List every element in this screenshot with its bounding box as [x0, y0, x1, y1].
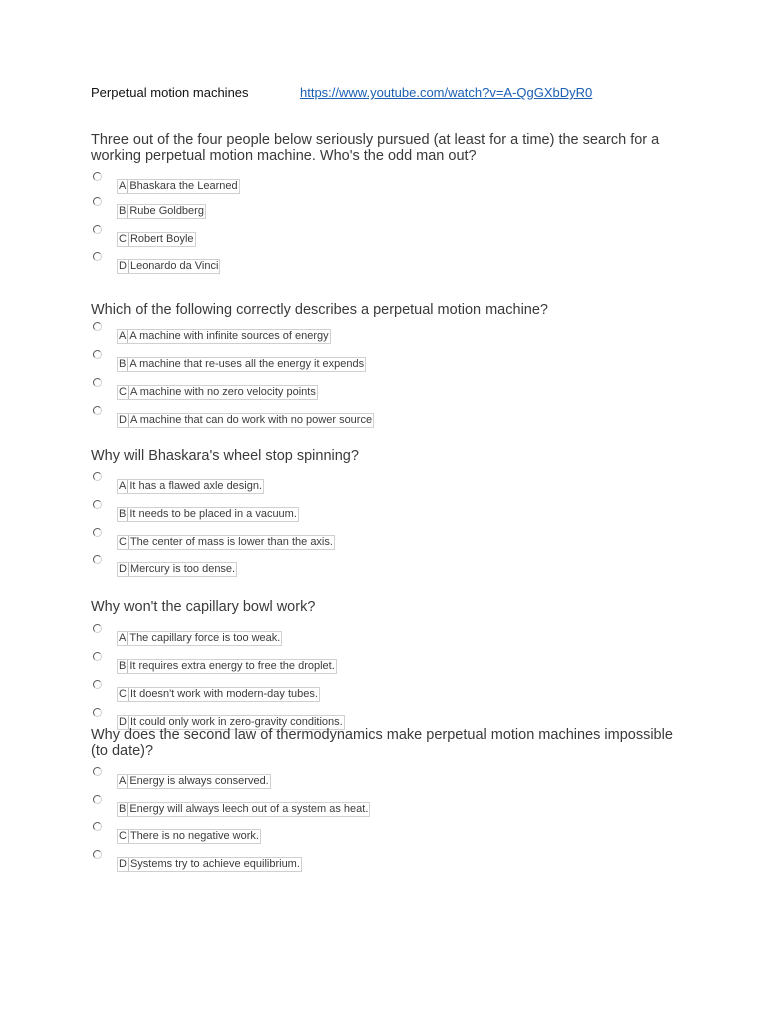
- option-label: [117, 413, 374, 428]
- option-label: [117, 204, 206, 219]
- option-label: [117, 829, 261, 844]
- question-1-option-b[interactable]: [91, 197, 591, 217]
- radio-button[interactable]: [93, 795, 102, 804]
- option-letter: B: [119, 660, 127, 672]
- option-text: Energy is always conserved.: [129, 775, 269, 787]
- question-2: [91, 302, 691, 426]
- radio-button[interactable]: [93, 708, 102, 717]
- option-letter: B: [119, 803, 127, 815]
- question-3: [91, 448, 691, 575]
- option-letter: A: [119, 330, 127, 342]
- option-letter: C: [119, 233, 127, 245]
- question-5-option-b[interactable]: [91, 795, 591, 815]
- option-letter: D: [119, 858, 127, 870]
- option-text: There is no negative work.: [129, 830, 259, 842]
- option-letter: C: [119, 688, 127, 700]
- document-title: Perpetual motion machines: [91, 85, 249, 100]
- question-5-text: Why does the second law of thermodynamics make perpetual motion machines impossible (to date)?: [91, 727, 673, 759]
- question-1-option-c[interactable]: [91, 225, 591, 245]
- radio-button[interactable]: [93, 822, 102, 831]
- option-label: [117, 802, 370, 817]
- option-text: Robert Boyle: [129, 233, 194, 245]
- question-2-text: Which of the following correctly describes a perpetual motion machine?: [91, 302, 548, 318]
- question-1-option-d[interactable]: [91, 252, 591, 272]
- question-2-option-c[interactable]: [91, 378, 591, 398]
- option-text: A machine with no zero velocity points: [129, 386, 316, 398]
- radio-button[interactable]: [93, 767, 102, 776]
- question-4-text: Why won't the capillary bowl work?: [91, 599, 316, 615]
- radio-button[interactable]: [93, 500, 102, 509]
- option-letter: D: [119, 260, 127, 272]
- option-text: Systems try to achieve equilibrium.: [129, 858, 300, 870]
- option-letter: B: [119, 508, 127, 520]
- option-label: [117, 857, 302, 872]
- option-letter: A: [119, 480, 127, 492]
- option-text: A machine that re-uses all the energy it expends: [129, 358, 365, 370]
- radio-button[interactable]: [93, 528, 102, 537]
- radio-button[interactable]: [93, 406, 102, 415]
- option-letter: D: [119, 716, 127, 728]
- question-2-option-b[interactable]: [91, 350, 591, 370]
- question-4: [91, 599, 691, 728]
- option-letter: A: [119, 632, 127, 644]
- option-label: [117, 385, 318, 400]
- option-text: It has a flawed axle design.: [129, 480, 263, 492]
- option-label: [117, 479, 264, 494]
- option-text: A machine that can do work with no power source: [129, 414, 373, 426]
- option-letter: C: [119, 830, 127, 842]
- option-label: [117, 259, 220, 274]
- option-text: Rube Goldberg: [129, 205, 204, 217]
- option-text: The center of mass is lower than the axis.: [129, 536, 333, 548]
- option-text: The capillary force is too weak.: [129, 632, 281, 644]
- option-label: [117, 687, 320, 702]
- option-label: [117, 232, 196, 247]
- option-text: Leonardo da Vinci: [129, 260, 219, 272]
- option-letter: B: [119, 205, 127, 217]
- option-label: [117, 774, 271, 789]
- option-label: [117, 535, 335, 550]
- option-text: It could only work in zero-gravity conditions.: [129, 716, 343, 728]
- question-4-option-c[interactable]: [91, 680, 591, 700]
- question-2-option-a[interactable]: [91, 322, 591, 342]
- option-letter: A: [119, 180, 127, 192]
- option-label: [117, 329, 331, 344]
- option-letter: C: [119, 536, 127, 548]
- radio-button[interactable]: [93, 225, 102, 234]
- option-letter: A: [119, 775, 127, 787]
- question-5: [91, 727, 691, 870]
- question-5-option-c[interactable]: [91, 822, 591, 842]
- radio-button[interactable]: [93, 624, 102, 633]
- radio-button[interactable]: [93, 350, 102, 359]
- option-text: Energy will always leech out of a system as heat.: [129, 803, 369, 815]
- option-text: Mercury is too dense.: [129, 563, 236, 575]
- option-label: [117, 631, 282, 646]
- question-4-option-b[interactable]: [91, 652, 591, 672]
- option-text: A machine with infinite sources of energy: [129, 330, 329, 342]
- question-3-text: Why will Bhaskara's wheel stop spinning?: [91, 448, 359, 464]
- question-3-option-d[interactable]: [91, 555, 591, 575]
- question-4-option-a[interactable]: [91, 624, 591, 644]
- radio-button[interactable]: [93, 680, 102, 689]
- radio-button[interactable]: [93, 850, 102, 859]
- option-letter: D: [119, 563, 127, 575]
- option-label: [117, 562, 237, 577]
- radio-button[interactable]: [93, 252, 102, 261]
- question-3-option-a[interactable]: [91, 472, 591, 492]
- video-link[interactable]: https://www.youtube.com/watch?v=A-QgGXbDyR0: [300, 85, 593, 100]
- option-letter: D: [119, 414, 127, 426]
- question-3-option-c[interactable]: [91, 528, 591, 548]
- question-5-option-a[interactable]: [91, 767, 591, 787]
- option-letter: B: [119, 358, 127, 370]
- question-4-option-d[interactable]: [91, 708, 591, 728]
- radio-button[interactable]: [93, 555, 102, 564]
- radio-button[interactable]: [93, 172, 102, 181]
- question-1-text: Three out of the four people below seriously pursued (at least for a time) the search for a working perpetual motion machine. Who's the odd man out?: [91, 132, 660, 164]
- option-text: It needs to be placed in a vacuum.: [129, 508, 297, 520]
- radio-button[interactable]: [93, 197, 102, 206]
- option-letter: C: [119, 386, 127, 398]
- question-5-option-d[interactable]: [91, 850, 591, 870]
- option-text: Bhaskara the Learned: [129, 180, 238, 192]
- option-label: [117, 507, 299, 522]
- option-label: [117, 179, 240, 194]
- question-1: [91, 132, 691, 272]
- option-text: It doesn't work with modern-day tubes.: [129, 688, 318, 700]
- document-header: [91, 85, 711, 103]
- option-label: [117, 659, 337, 674]
- radio-button[interactable]: [93, 652, 102, 661]
- option-text: It requires extra energy to free the droplet.: [129, 660, 335, 672]
- option-label: [117, 357, 366, 372]
- question-1-option-a[interactable]: [91, 172, 591, 192]
- radio-button[interactable]: [93, 378, 102, 387]
- question-3-option-b[interactable]: [91, 500, 591, 520]
- radio-button[interactable]: [93, 472, 102, 481]
- radio-button[interactable]: [93, 322, 102, 331]
- question-2-option-d[interactable]: [91, 406, 591, 426]
